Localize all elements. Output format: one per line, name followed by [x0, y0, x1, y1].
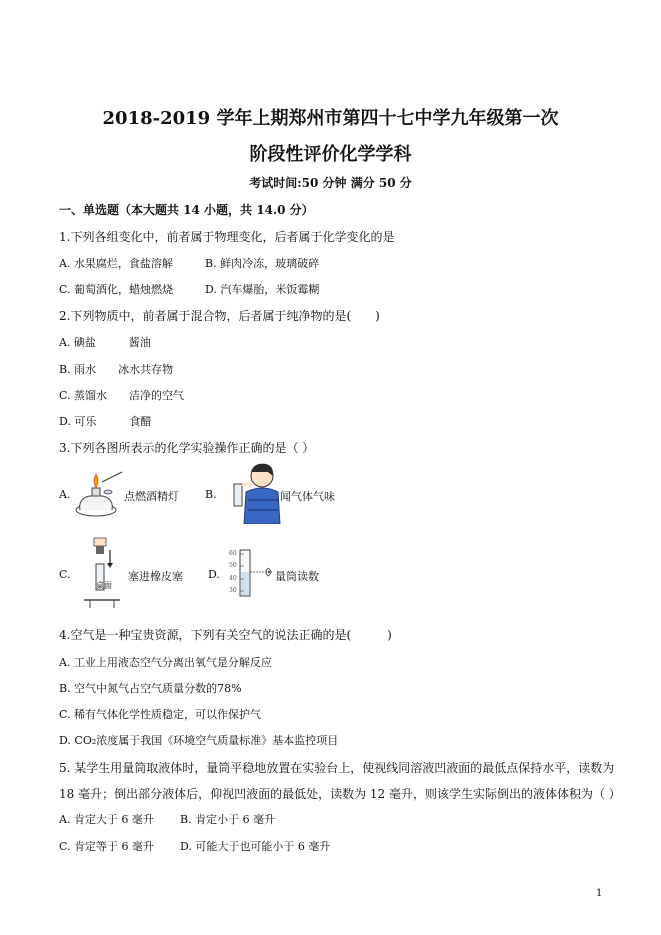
- cylinder-tick-50: 50: [229, 562, 237, 569]
- cylinder-tick-60: 60: [229, 550, 237, 557]
- question-1-option-b: B. 鲜肉冷冻，玻璃破碎: [205, 257, 320, 270]
- question-3-option-d-caption: 量筒读数: [275, 570, 319, 583]
- question-1-option-c: C. 葡萄酒化，蜡烛燃烧: [59, 283, 174, 296]
- question-4-option-b: B. 空气中氮气占空气质量分数的78%: [59, 682, 242, 695]
- question-2-option-d: D. 可乐 食醋: [59, 415, 152, 428]
- question-3-option-b-caption: 闻气体气味: [280, 490, 335, 503]
- rubber-stopper-illustration: [76, 534, 124, 608]
- question-5-stem-line1: 5. 某学生用量筒取液体时，量筒平稳地放置在实验台上，使视线同溶液凹液面的最低点保持水平，读数为: [59, 761, 615, 775]
- question-1-option-a: A. 水果腐烂，食盐溶解: [59, 257, 173, 270]
- question-2-stem: 2.下列物质中，前者属于混合物，后者属于纯净物的是( ): [59, 309, 380, 323]
- cylinder-tick-40: 40: [229, 575, 237, 582]
- page-title-line2: 阶段性评价化学学科: [249, 144, 412, 165]
- question-3-option-b-letter: B.: [205, 488, 217, 501]
- question-3-option-a-caption: 点燃酒精灯: [124, 490, 179, 503]
- question-5-option-a: A. 肯定大于 6 毫升: [59, 813, 154, 826]
- alcohol-lamp-illustration: [72, 468, 126, 520]
- question-3-option-a-letter: A.: [59, 488, 71, 501]
- question-4-option-a: A. 工业上用液态空气分离出氧气是分解反应: [59, 656, 272, 669]
- section-heading: 一、单选题（本大题共 14 小题，共 14.0 分）: [59, 203, 314, 217]
- question-1-stem: 1.下列各组变化中，前者属于物理变化，后者属于化学变化的是: [59, 230, 395, 244]
- question-5-option-b: B. 肯定小于 6 毫升: [180, 813, 276, 826]
- page-number: 1: [596, 888, 603, 899]
- graduated-cylinder-illustration: [238, 548, 278, 600]
- desk-label: 桌面: [96, 581, 112, 590]
- question-2-option-a: A. 碘盐 酱油: [59, 336, 151, 349]
- exam-info: 考试时间:50 分钟 满分 50 分: [249, 176, 412, 190]
- smelling-gas-illustration: [222, 462, 284, 524]
- question-1-option-d: D. 汽车爆胎，米饭霉糊: [205, 283, 320, 296]
- page-title-line1: 2018-2019 学年上期郑州市第四十七中学九年级第一次: [102, 108, 559, 129]
- question-4-option-c: C. 稀有气体化学性质稳定，可以作保护气: [59, 708, 262, 721]
- cylinder-tick-30: 30: [229, 587, 237, 594]
- question-4-option-d: D. CO₂浓度属于我国《环境空气质量标准》基本监控项目: [59, 734, 339, 747]
- question-3-option-c-caption: 塞进橡皮塞: [128, 570, 183, 583]
- question-5-option-d: D. 可能大于也可能小于 6 毫升: [180, 840, 331, 853]
- question-3-stem: 3.下列各图所表示的化学实验操作正确的是（ ）: [59, 441, 315, 455]
- question-2-option-c: C. 蒸馏水 洁净的空气: [59, 389, 185, 402]
- question-4-stem: 4.空气是一种宝贵资源，下列有关空气的说法正确的是( ): [59, 628, 392, 642]
- question-3-option-c-letter: C.: [59, 568, 71, 581]
- question-3-option-d-letter: D.: [208, 568, 220, 581]
- question-5-option-c: C. 肯定等于 6 毫升: [59, 840, 155, 853]
- question-2-option-b: B. 雨水 冰水共存物: [59, 363, 174, 376]
- question-5-stem-line2: 18 毫升；倒出部分液体后，仰视凹液面的最低处，读数为 12 毫升，则该学生实际倒出的液体体积为（ ）: [59, 787, 621, 801]
